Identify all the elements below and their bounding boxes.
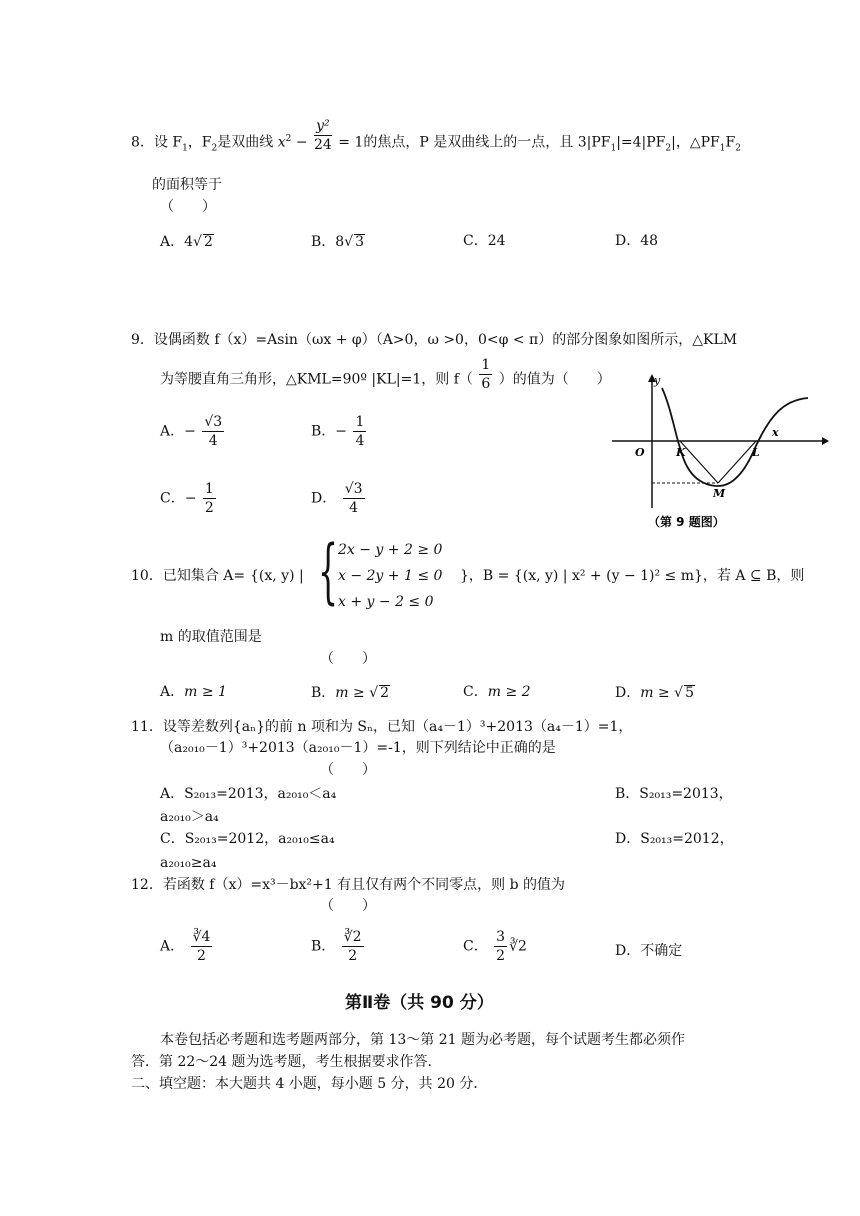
q10-line2: m 的取值范围是 bbox=[160, 629, 262, 645]
q11-option-d-cont: a₂₀₁₀≥a₄ bbox=[160, 855, 217, 871]
q9-line2: 为等腰直角三角形，△KML=90º |KL|=1，则 f（ $\frac{1}{6}$ ）的值为（ ） bbox=[160, 357, 611, 392]
label-o: O bbox=[635, 446, 645, 459]
q12-option-c: C． $\frac{3}{2}$ ∛2 bbox=[463, 929, 527, 964]
part2-para-line2: 答．第 22～24 题为选考题，考生根据要求作答． bbox=[131, 1054, 442, 1070]
q8-option-d: D．48 bbox=[615, 233, 659, 249]
q9-option-b: B．− $\frac{1}{4}$ bbox=[311, 414, 365, 449]
q11-option-b-cont: a₂₀₁₀＞a₄ bbox=[160, 809, 219, 825]
q11-line2: （a₂₀₁₀－1）³+2013（a₂₀₁₀－1）=-1，则下列结论中正确的是 bbox=[160, 740, 556, 756]
q11-option-a: A．S₂₀₁₃=2013，a₂₀₁₀＜a₄ bbox=[160, 786, 337, 802]
q11-option-b: B．S₂₀₁₃=2013， bbox=[615, 786, 733, 802]
q9-figure bbox=[610, 370, 830, 535]
q10-paren: （ ） bbox=[320, 651, 376, 667]
q8-option-a: A．4√ 2 bbox=[160, 234, 213, 250]
q12-paren: （ ） bbox=[320, 898, 376, 914]
label-m: M bbox=[713, 487, 726, 500]
q8-option-c: C．24 bbox=[463, 233, 506, 249]
q10-cond2: x − 2y + 1 ≤ 0 bbox=[338, 568, 443, 584]
label-k: K bbox=[676, 446, 686, 459]
q10-set-b: }，B = {(x, y) | x² + (y − 1)² ≤ m}，若 A ⊆ B，则 bbox=[460, 568, 805, 584]
q8-paren: （ ） bbox=[160, 199, 216, 215]
q9-option-c: C．− $\frac{1}{2}$ bbox=[160, 481, 214, 516]
q11-option-c: C．S₂₀₁₃=2012，a₂₀₁₀≤a₄ bbox=[160, 831, 335, 847]
q10-cond1: 2x − y + 2 ≥ 0 bbox=[338, 542, 443, 558]
label-y: y bbox=[654, 374, 661, 387]
q8-option-b: B．8√ 3 bbox=[311, 234, 365, 250]
q10-cond3: x + y − 2 ≤ 0 bbox=[338, 594, 434, 610]
q12-option-b: B． $\frac{∛2}{2}$ bbox=[311, 929, 362, 964]
part2-title: 第Ⅱ卷（共 90 分） bbox=[345, 993, 494, 1013]
figure-caption: （第 9 题图） bbox=[648, 515, 725, 529]
q10-option-b: B．m ≥ √ 2 bbox=[311, 685, 390, 701]
cosine-curve bbox=[662, 388, 808, 486]
q10-brace: { bbox=[318, 530, 339, 612]
q12-option-d: D．不确定 bbox=[615, 943, 683, 959]
x-axis-arrow bbox=[822, 437, 829, 445]
q9-option-d: D． $\frac{√3}{4}$ bbox=[311, 481, 363, 516]
label-x: x bbox=[772, 426, 779, 439]
q9-line1: 9．设偶函数 f（x）=Asin（ωx + φ）（A>0，ω >0，0<φ < π）的部分图象如图所示，△KLM bbox=[131, 332, 738, 348]
q10-option-c: C．m ≥ 2 bbox=[463, 684, 531, 700]
part2-para-line1: 本卷包括必考题和选考题两部分，第 13～第 21 题为必考题，每个试题考生都必须作 bbox=[160, 1032, 685, 1048]
q8-line2: 的面积等于 bbox=[152, 177, 222, 193]
q10-option-d: D．m ≥ √ 5 bbox=[615, 685, 694, 701]
q12-option-a: A． $\frac{∛4}{2}$ bbox=[160, 929, 211, 964]
q9-option-a: A．− $\frac{√3}{4}$ bbox=[160, 414, 223, 449]
q11-paren: （ ） bbox=[320, 762, 376, 778]
q10-prefix: 10．已知集合 A= bbox=[131, 568, 246, 584]
q10-set-open: {(x, y) | bbox=[250, 568, 304, 584]
q8-line1: 8．设 $F_1$，$F_2$是双曲线 $x^2$ − $\frac{\text{y²}}{24}$ = 1的焦点，P 是双曲线上的一点，且 $3|PF_1|=4|PF_2|$，$\triangle PF_1F_2$ bbox=[131, 118, 741, 154]
q12-line1: 12．若函数 f（x）=x³－bx²+1 有且仅有两个不同零点，则 b 的值为 bbox=[131, 877, 565, 893]
q11-option-d: D．S₂₀₁₃=2012， bbox=[615, 831, 734, 847]
q10-option-a: A．m ≥ 1 bbox=[160, 684, 227, 700]
section-heading: 二、填空题：本大题共 4 小题，每小题 5 分，共 20 分． bbox=[131, 1076, 488, 1092]
label-l: L bbox=[752, 446, 760, 459]
q11-line1: 11．设等差数列{aₙ}的前 n 项和为 Sₙ，已知（a₄－1）³+2013（a₄－1）=1， bbox=[131, 719, 633, 735]
